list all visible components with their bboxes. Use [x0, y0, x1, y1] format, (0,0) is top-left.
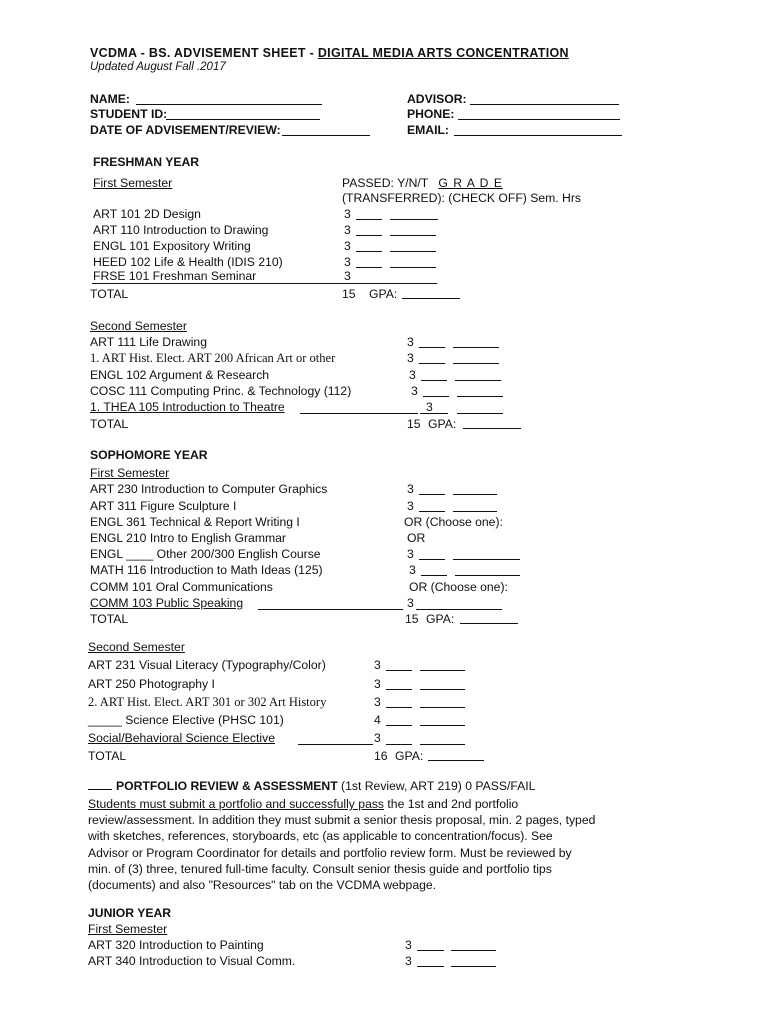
phone-label: PHONE:: [407, 107, 455, 121]
passed-blank[interactable]: [421, 380, 447, 381]
course-name: _____ Science Elective (PHSC 101): [88, 713, 284, 727]
course-hours: 3: [407, 596, 414, 610]
course-hours: 3: [405, 954, 412, 968]
passed-blank[interactable]: [417, 966, 444, 967]
date-label: DATE OF ADVISEMENT/REVIEW:: [90, 123, 281, 137]
grade-blank[interactable]: [451, 950, 496, 951]
email-label: EMAIL:: [407, 123, 449, 137]
passed-blank[interactable]: [419, 559, 445, 560]
total-label: TOTAL: [90, 417, 129, 431]
passed-blank[interactable]: [386, 725, 412, 726]
passed-blank[interactable]: [423, 396, 449, 397]
sophomore-second-semester-label: Second Semester: [88, 640, 185, 654]
course-hours: 3: [344, 207, 351, 221]
sophomore-first-semester-label: First Semester: [90, 466, 170, 480]
grade-blank[interactable]: [416, 609, 502, 610]
course-hours: 3: [407, 335, 414, 349]
grade-blank[interactable]: [455, 575, 520, 576]
passed-blank[interactable]: [419, 363, 445, 364]
gpa-label: GPA:: [426, 612, 455, 626]
grade-blank[interactable]: [390, 251, 436, 252]
passed-blank[interactable]: [420, 413, 448, 414]
or-note: OR: [407, 531, 426, 545]
grade-blank[interactable]: [420, 707, 465, 708]
grade-blank[interactable]: [457, 413, 503, 414]
junior-first-semester-label: First Semester: [88, 922, 168, 936]
course-name: ART 320 Introduction to Painting: [88, 938, 264, 952]
course-name: ART 340 Introduction to Visual Comm.: [88, 954, 296, 968]
course-hours: 3: [344, 239, 351, 253]
course-name: 2. ART Hist. Elect. ART 301 or 302 Art History: [88, 695, 327, 709]
portfolio-title-line: [116, 779, 535, 793]
course-hours: 3: [426, 400, 433, 414]
grade-blank[interactable]: [420, 744, 465, 745]
course-name: ART 110 Introduction to Drawing: [93, 223, 269, 237]
course-name: ENGL ____ Other 200/300 English Course: [90, 547, 321, 561]
grade-blank[interactable]: [453, 511, 497, 512]
course-name: ENGL 101 Expository Writing: [93, 239, 251, 253]
portfolio-text-line: min. of (3) three, tenured full-time faculty. Consult senior thesis guide and portfolio tips: [88, 862, 552, 876]
passed-blank[interactable]: [356, 235, 382, 236]
freshman-first-semester-label: First Semester: [93, 176, 173, 190]
freshman-heading: FRESHMAN YEAR: [93, 155, 200, 169]
grade-blank[interactable]: [457, 396, 503, 397]
portfolio-title: PORTFOLIO REVIEW & ASSESSMENT: [116, 779, 338, 793]
course-name: ART 231 Visual Literacy (Typography/Color): [88, 658, 326, 672]
passed-blank[interactable]: [386, 689, 412, 690]
name-label: NAME:: [90, 92, 130, 106]
passed-blank[interactable]: [386, 670, 412, 671]
choose-one-note: OR (Choose one):: [409, 580, 508, 594]
passed-blank[interactable]: [386, 707, 412, 708]
grade-blank[interactable]: [453, 363, 499, 364]
course-hours: 3: [344, 255, 351, 269]
gpa-label: GPA:: [428, 417, 457, 431]
passed-blank[interactable]: [421, 575, 447, 576]
grade-blank[interactable]: [453, 347, 499, 348]
course-name: ENGL 361 Technical & Report Writing I: [90, 515, 300, 529]
course-name: COMM 101 Oral Communications: [90, 580, 273, 594]
grade-blank[interactable]: [451, 966, 496, 967]
course-name: 1. ART Hist. Elect. ART 200 African Art or other: [90, 351, 336, 365]
course-hours: 4: [374, 713, 381, 727]
total-label: TOTAL: [90, 612, 129, 626]
junior-heading: JUNIOR YEAR: [88, 906, 172, 920]
passed-blank[interactable]: [356, 267, 382, 268]
passed-label: PASSED: Y/N/T: [342, 176, 429, 190]
course-hours: 3: [407, 351, 414, 365]
portfolio-text-line: review/assessment. In addition they must submit a senior thesis proposal, min. 2 pages, typed: [88, 813, 596, 827]
course-name: ART 230 Introduction to Computer Graphics: [90, 482, 328, 496]
date-field[interactable]: [282, 135, 370, 136]
gpa-blank[interactable]: [402, 298, 460, 299]
passed-blank[interactable]: [356, 219, 382, 220]
passed-blank[interactable]: [419, 347, 445, 348]
total-label: TOTAL: [88, 749, 127, 763]
grade-blank[interactable]: [453, 494, 497, 495]
sophomore-heading: SOPHOMORE YEAR: [90, 448, 208, 462]
passed-blank[interactable]: [356, 251, 382, 252]
portfolio-text-line: (documents) and also "Resources" tab on the VCDMA webpage.: [88, 878, 437, 892]
course-name: ENGL 210 Intro to English Grammar: [90, 531, 286, 545]
title-prefix: VCDMA - BS. ADVISEMENT SHEET -: [90, 46, 318, 60]
total-hours: 15: [405, 612, 419, 626]
course-name: FRSE 101 Freshman Seminar: [93, 269, 257, 283]
course-hours: 3: [374, 658, 381, 672]
total-hours: 15: [407, 417, 421, 431]
choose-one-note: OR (Choose one):: [404, 515, 503, 529]
portfolio-text-line: Advisor or Program Coordinator for details and portfolio review form. Must be reviewed by: [88, 846, 572, 860]
course-hours: 3: [407, 482, 414, 496]
course-name: ART 250 Photography I: [88, 677, 215, 691]
course-hours: 3: [409, 563, 416, 577]
student-id-label: STUDENT ID:: [90, 107, 168, 121]
course-hours: 3: [374, 695, 381, 709]
course-hours: 3: [374, 677, 381, 691]
title-concentration: DIGITAL MEDIA ARTS CONCENTRATION: [317, 46, 569, 60]
total-hours: 15: [342, 287, 356, 301]
divider: [92, 283, 437, 284]
advisor-field[interactable]: [470, 104, 619, 105]
course-hours: 3: [374, 731, 381, 745]
transferred-header: (TRANSFERRED): (CHECK OFF) Sem. Hrs: [342, 191, 582, 205]
total-hours: 16: [374, 749, 388, 763]
course-hours: 3: [411, 384, 418, 398]
passed-blank[interactable]: [417, 950, 444, 951]
divider: [258, 609, 403, 610]
course-hours: 3: [405, 938, 412, 952]
grade-blank[interactable]: [455, 380, 501, 381]
phone-field[interactable]: [458, 119, 620, 120]
email-field[interactable]: [454, 135, 622, 136]
course-name: ART 101 2D Design: [93, 207, 201, 221]
course-hours: 3: [407, 499, 414, 513]
portfolio-checkbox-blank[interactable]: [88, 789, 112, 790]
total-label: TOTAL: [90, 287, 129, 301]
gpa-label: GPA:: [395, 749, 424, 763]
student-id-field[interactable]: [166, 119, 320, 120]
divider: [300, 413, 418, 414]
passed-header: [342, 176, 503, 190]
grade-blank[interactable]: [390, 267, 436, 268]
course-hours: 3: [344, 269, 351, 283]
passed-blank[interactable]: [419, 511, 445, 512]
course-name: ENGL 102 Argument & Research: [90, 368, 270, 382]
gpa-blank[interactable]: [463, 428, 521, 429]
grade-blank[interactable]: [390, 235, 436, 236]
course-name: HEED 102 Life & Health (IDIS 210): [93, 255, 283, 269]
grade-blank[interactable]: [420, 689, 465, 690]
gpa-label: GPA:: [369, 287, 398, 301]
course-name: MATH 116 Introduction to Math Ideas (125): [90, 563, 323, 577]
course-hours: 3: [407, 547, 414, 561]
course-name: COMM 103 Public Speaking: [90, 596, 244, 610]
page-title: [90, 46, 569, 60]
course-hours: 3: [344, 223, 351, 237]
passed-blank[interactable]: [419, 494, 445, 495]
gpa-blank[interactable]: [460, 623, 518, 624]
course-name: ART 111 Life Drawing: [90, 335, 207, 349]
grade-label: G R A D E: [438, 176, 503, 190]
course-name: COSC 111 Computing Princ. & Technology (112): [90, 384, 352, 398]
portfolio-lead-rest: the 1st and 2nd portfolio: [384, 797, 519, 811]
grade-blank[interactable]: [390, 219, 438, 220]
gpa-blank[interactable]: [428, 760, 484, 761]
divider: [298, 744, 373, 745]
grade-blank[interactable]: [420, 725, 465, 726]
advisor-label: ADVISOR:: [407, 92, 467, 106]
course-name: Social/Behavioral Science Elective: [88, 731, 275, 745]
course-hours: 3: [409, 368, 416, 382]
portfolio-lead-line: [88, 796, 658, 812]
portfolio-title-rest: (1st Review, ART 219) 0 PASS/FAIL: [337, 779, 536, 793]
course-name: ART 311 Figure Sculpture I: [90, 499, 237, 513]
portfolio-text-line: with sketches, references, storyboards, etc (as applicable to concentration/focus). See: [88, 829, 553, 843]
portfolio-lead-underlined: Students must submit a portfolio and successfully pass: [88, 797, 385, 811]
updated-note: Updated August Fall .2017: [90, 61, 226, 73]
grade-blank[interactable]: [420, 670, 465, 671]
freshman-second-semester-label: Second Semester: [90, 319, 187, 333]
course-name: 1. THEA 105 Introduction to Theatre: [90, 400, 285, 414]
name-field[interactable]: [136, 104, 322, 105]
grade-blank[interactable]: [453, 559, 520, 560]
passed-blank[interactable]: [386, 744, 412, 745]
